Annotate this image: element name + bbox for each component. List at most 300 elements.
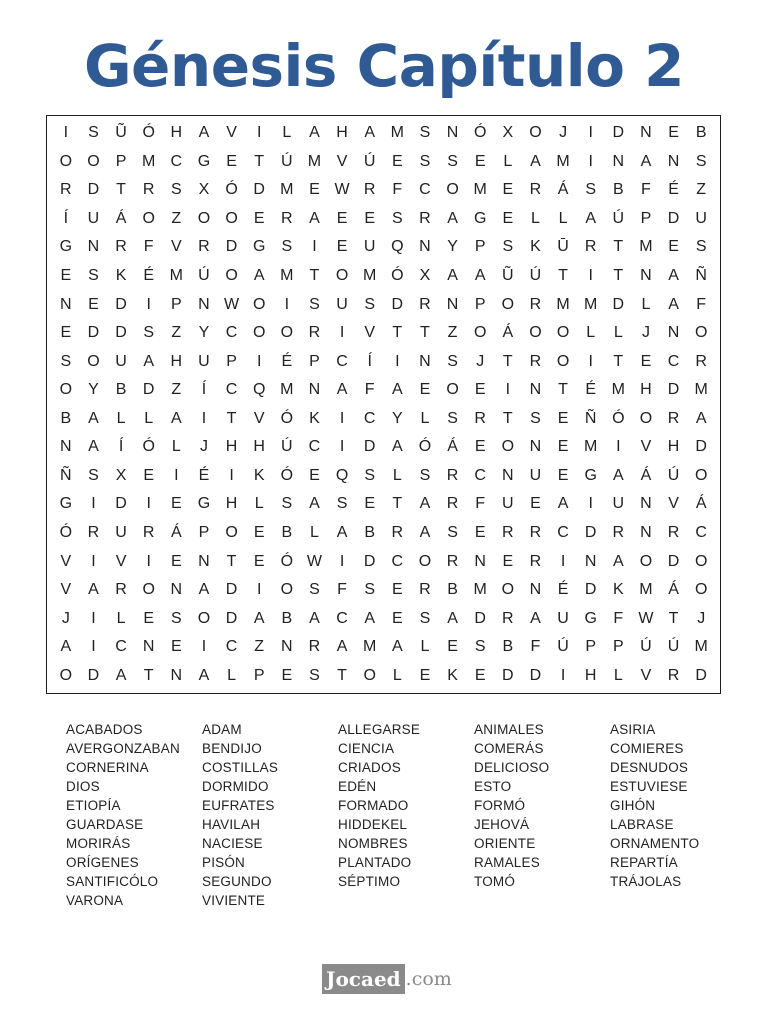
grid-letter[interactable]: N xyxy=(419,238,431,256)
grid-letter[interactable]: O xyxy=(446,181,459,199)
grid-letter[interactable]: A xyxy=(612,466,624,484)
grid-letter[interactable]: R xyxy=(529,181,542,199)
grid-letter[interactable]: S xyxy=(419,609,431,627)
grid-letter[interactable]: U xyxy=(502,495,514,513)
grid-letter[interactable]: U xyxy=(529,466,542,484)
grid-letter[interactable]: C xyxy=(336,609,348,627)
grid-letter[interactable]: S xyxy=(281,495,293,513)
grid-letter[interactable]: E xyxy=(60,267,72,285)
grid-letter[interactable]: A xyxy=(60,638,72,656)
grid-letter[interactable]: A xyxy=(640,152,652,170)
grid-letter[interactable]: E xyxy=(640,352,652,370)
grid-letter[interactable]: D xyxy=(225,238,238,256)
grid-letter[interactable]: A xyxy=(170,409,182,427)
grid-letter[interactable]: I xyxy=(146,295,151,313)
grid-letter[interactable]: T xyxy=(502,352,513,370)
grid-letter[interactable]: L xyxy=(392,466,402,484)
grid-letter[interactable]: S xyxy=(419,466,431,484)
grid-letter[interactable]: R xyxy=(529,352,542,370)
grid-letter[interactable]: E xyxy=(474,523,486,541)
grid-letter[interactable]: A xyxy=(88,438,99,456)
grid-letter[interactable]: S xyxy=(530,409,541,427)
grid-letter[interactable]: E xyxy=(668,238,679,256)
grid-letter[interactable]: Ú xyxy=(198,267,210,285)
grid-letter[interactable]: I xyxy=(91,552,96,570)
grid-letter[interactable]: M xyxy=(280,381,294,399)
grid-letter[interactable]: M xyxy=(556,152,570,170)
grid-letter[interactable]: K xyxy=(253,466,265,484)
grid-letter[interactable]: T xyxy=(668,609,679,627)
grid-letter[interactable]: R xyxy=(115,581,127,599)
grid-letter[interactable]: M xyxy=(473,581,487,599)
grid-letter[interactable]: I xyxy=(256,124,262,142)
grid-letter[interactable]: R xyxy=(142,181,155,199)
grid-letter[interactable]: N xyxy=(446,295,459,313)
grid-letter[interactable]: Ū xyxy=(557,238,569,256)
grid-letter[interactable]: L xyxy=(420,409,430,427)
grid-letter[interactable]: Á xyxy=(695,495,707,513)
grid-letter[interactable]: L xyxy=(613,666,623,684)
grid-letter[interactable]: O xyxy=(335,267,349,285)
grid-letter[interactable]: E xyxy=(336,209,348,227)
grid-letter[interactable]: R xyxy=(667,666,680,684)
grid-letter[interactable]: M xyxy=(639,581,653,599)
grid-letter[interactable]: C xyxy=(225,381,238,399)
grid-letter[interactable]: D xyxy=(612,124,625,142)
grid-letter[interactable]: S xyxy=(419,152,431,170)
grid-letter[interactable]: L xyxy=(282,124,292,142)
grid-letter[interactable]: M xyxy=(363,638,377,656)
grid-letter[interactable]: P xyxy=(253,666,265,684)
grid-letter[interactable]: O xyxy=(529,324,542,342)
grid-letter[interactable]: I xyxy=(146,552,151,570)
grid-letter[interactable]: R xyxy=(529,552,542,570)
grid-letter[interactable]: H xyxy=(667,438,680,456)
grid-letter[interactable]: M xyxy=(473,181,487,199)
grid-letter[interactable]: P xyxy=(585,638,597,656)
grid-letter[interactable]: E xyxy=(474,666,486,684)
grid-letter[interactable]: O xyxy=(639,552,653,570)
grid-letter[interactable]: I xyxy=(339,324,345,342)
grid-letter[interactable]: O xyxy=(446,381,459,399)
grid-letter[interactable]: E xyxy=(88,295,99,313)
grid-letter[interactable]: Ú xyxy=(281,152,293,170)
grid-letter[interactable]: D xyxy=(225,609,238,627)
grid-letter[interactable]: U xyxy=(695,209,707,227)
grid-letter[interactable]: S xyxy=(364,466,376,484)
grid-letter[interactable]: M xyxy=(694,381,708,399)
grid-letter[interactable]: P xyxy=(474,295,486,313)
grid-letter[interactable]: D xyxy=(695,438,707,456)
grid-letter[interactable]: D xyxy=(667,209,680,227)
grid-letter[interactable]: U xyxy=(115,352,127,370)
grid-letter[interactable]: D xyxy=(391,295,404,313)
grid-letter[interactable]: E xyxy=(336,238,348,256)
grid-letter[interactable]: I xyxy=(256,581,262,599)
grid-letter[interactable]: N xyxy=(198,295,210,313)
grid-letter[interactable]: C xyxy=(363,409,376,427)
grid-letter[interactable]: I xyxy=(256,352,262,370)
grid-letter[interactable]: I xyxy=(339,438,345,456)
grid-letter[interactable]: S xyxy=(336,495,348,513)
grid-letter[interactable]: D xyxy=(87,666,100,684)
grid-letter[interactable]: J xyxy=(559,124,568,142)
grid-letter[interactable]: R xyxy=(474,409,486,427)
grid-letter[interactable]: L xyxy=(309,523,319,541)
grid-letter[interactable]: P xyxy=(309,352,320,370)
grid-letter[interactable]: Í xyxy=(367,352,372,370)
grid-letter[interactable]: C xyxy=(308,438,321,456)
grid-letter[interactable]: R xyxy=(446,552,459,570)
grid-letter[interactable]: I xyxy=(63,124,69,142)
grid-letter[interactable]: T xyxy=(613,267,624,285)
grid-letter[interactable]: H xyxy=(170,352,183,370)
grid-letter[interactable]: B xyxy=(695,124,707,142)
grid-letter[interactable]: P xyxy=(226,352,237,370)
grid-letter[interactable]: Ó xyxy=(142,438,155,456)
grid-letter[interactable]: E xyxy=(309,466,320,484)
grid-letter[interactable]: H xyxy=(336,124,348,142)
grid-letter[interactable]: R xyxy=(391,523,404,541)
grid-letter[interactable]: Ó xyxy=(280,552,294,570)
grid-letter[interactable]: A xyxy=(143,352,155,370)
grid-letter[interactable]: O xyxy=(142,209,155,227)
grid-letter[interactable]: R xyxy=(419,209,431,227)
grid-letter[interactable]: E xyxy=(391,609,403,627)
grid-letter[interactable]: Á xyxy=(170,523,182,541)
grid-letter[interactable]: S xyxy=(695,152,707,170)
grid-letter[interactable]: A xyxy=(530,609,541,627)
grid-letter[interactable]: C xyxy=(391,552,404,570)
grid-letter[interactable]: N xyxy=(640,124,652,142)
grid-letter[interactable]: T xyxy=(337,666,347,684)
grid-letter[interactable]: Z xyxy=(171,324,182,342)
grid-letter[interactable]: P xyxy=(115,152,127,170)
grid-letter[interactable]: O xyxy=(363,666,376,684)
grid-letter[interactable]: D xyxy=(529,666,542,684)
grid-letter[interactable]: A xyxy=(695,409,707,427)
grid-letter[interactable]: O xyxy=(225,209,238,227)
grid-letter[interactable]: E xyxy=(143,609,155,627)
grid-letter[interactable]: G xyxy=(584,466,597,484)
grid-letter[interactable]: G xyxy=(473,209,487,227)
grid-letter[interactable]: T xyxy=(116,181,126,199)
grid-letter[interactable]: M xyxy=(584,438,598,456)
grid-letter[interactable]: D xyxy=(225,581,238,599)
grid-letter[interactable]: I xyxy=(91,609,96,627)
grid-letter[interactable]: Q xyxy=(252,381,266,399)
grid-letter[interactable]: A xyxy=(198,581,210,599)
grid-letter[interactable]: F xyxy=(641,181,651,199)
grid-letter[interactable]: U xyxy=(87,209,100,227)
grid-letter[interactable]: T xyxy=(143,666,154,684)
grid-letter[interactable]: B xyxy=(447,581,458,599)
grid-letter[interactable]: K xyxy=(309,409,320,427)
grid-letter[interactable]: Ó xyxy=(473,124,487,142)
grid-letter[interactable]: H xyxy=(640,381,652,399)
grid-letter[interactable]: R xyxy=(584,238,597,256)
grid-letter[interactable]: V xyxy=(115,552,127,570)
grid-letter[interactable]: M xyxy=(390,124,404,142)
grid-letter[interactable]: S xyxy=(502,238,514,256)
grid-letter[interactable]: S xyxy=(309,581,320,599)
grid-letter[interactable]: P xyxy=(612,638,624,656)
grid-letter[interactable]: V xyxy=(336,152,348,170)
grid-letter[interactable]: D xyxy=(363,552,376,570)
grid-letter[interactable]: A xyxy=(474,267,486,285)
grid-letter[interactable]: N xyxy=(60,295,72,313)
grid-letter[interactable]: X xyxy=(502,124,514,142)
grid-letter[interactable]: A xyxy=(309,124,320,142)
grid-letter[interactable]: N xyxy=(529,381,542,399)
grid-letter[interactable]: R xyxy=(502,609,514,627)
grid-letter[interactable]: I xyxy=(588,152,593,170)
grid-letter[interactable]: L xyxy=(641,295,651,313)
grid-letter[interactable]: I xyxy=(616,438,621,456)
grid-letter[interactable]: I xyxy=(174,466,179,484)
grid-letter[interactable]: R xyxy=(281,209,293,227)
grid-letter[interactable]: E xyxy=(391,152,403,170)
grid-letter[interactable]: E xyxy=(281,666,293,684)
grid-letter[interactable]: N xyxy=(170,581,183,599)
grid-letter[interactable]: B xyxy=(502,638,514,656)
grid-letter[interactable]: V xyxy=(60,581,72,599)
grid-letter[interactable]: U xyxy=(612,495,625,513)
grid-letter[interactable]: X xyxy=(115,466,127,484)
grid-letter[interactable]: A xyxy=(88,581,99,599)
grid-letter[interactable]: R xyxy=(502,523,514,541)
grid-letter[interactable]: P xyxy=(198,523,210,541)
grid-letter[interactable]: Ó xyxy=(280,466,294,484)
grid-letter[interactable]: B xyxy=(281,523,293,541)
grid-letter[interactable]: T xyxy=(226,409,237,427)
grid-letter[interactable]: S xyxy=(447,352,458,370)
grid-letter[interactable]: A xyxy=(115,666,127,684)
grid-letter[interactable]: N xyxy=(529,581,542,599)
grid-letter[interactable]: N xyxy=(419,352,431,370)
grid-letter[interactable]: O xyxy=(501,295,515,313)
grid-letter[interactable]: O xyxy=(473,324,487,342)
grid-letter[interactable]: A xyxy=(309,609,320,627)
grid-letter[interactable]: Ũ xyxy=(502,267,514,285)
grid-letter[interactable]: Z xyxy=(254,638,265,656)
grid-letter[interactable]: E xyxy=(502,209,514,227)
grid-letter[interactable]: O xyxy=(501,581,515,599)
grid-letter[interactable]: O xyxy=(694,581,708,599)
grid-letter[interactable]: A xyxy=(336,381,348,399)
grid-letter[interactable]: M xyxy=(694,638,708,656)
grid-letter[interactable]: B xyxy=(60,409,72,427)
grid-letter[interactable]: F xyxy=(392,181,403,199)
grid-letter[interactable]: E xyxy=(309,181,320,199)
grid-letter[interactable]: R xyxy=(612,523,625,541)
grid-letter[interactable]: I xyxy=(505,381,511,399)
grid-letter[interactable]: R xyxy=(419,581,431,599)
grid-letter[interactable]: V xyxy=(640,438,652,456)
grid-letter[interactable]: W xyxy=(306,552,322,570)
grid-letter[interactable]: O xyxy=(59,666,73,684)
grid-letter[interactable]: H xyxy=(584,666,597,684)
grid-letter[interactable]: D xyxy=(115,495,127,513)
grid-letter[interactable]: R xyxy=(308,638,321,656)
grid-letter[interactable]: E xyxy=(60,324,72,342)
grid-letter[interactable]: N xyxy=(640,523,652,541)
grid-letter[interactable]: N xyxy=(60,438,72,456)
grid-letter[interactable]: E xyxy=(419,666,431,684)
grid-letter[interactable]: O xyxy=(694,552,708,570)
grid-letter[interactable]: E xyxy=(143,466,155,484)
grid-letter[interactable]: E xyxy=(170,495,182,513)
grid-letter[interactable]: D xyxy=(474,609,486,627)
grid-letter[interactable]: O xyxy=(529,124,542,142)
grid-letter[interactable]: A xyxy=(336,523,348,541)
grid-letter[interactable]: Y xyxy=(88,381,99,399)
grid-letter[interactable]: N xyxy=(502,466,514,484)
grid-letter[interactable]: O xyxy=(556,352,570,370)
grid-letter[interactable]: T xyxy=(392,324,403,342)
grid-letter[interactable]: A xyxy=(198,124,210,142)
grid-letter[interactable]: V xyxy=(226,124,237,142)
grid-letter[interactable]: É xyxy=(281,352,293,370)
grid-letter[interactable]: F xyxy=(337,581,347,599)
grid-letter[interactable]: U xyxy=(198,352,210,370)
grid-letter[interactable]: E xyxy=(253,552,265,570)
grid-letter[interactable]: E xyxy=(419,381,431,399)
grid-letter[interactable]: A xyxy=(530,152,541,170)
grid-letter[interactable]: O xyxy=(197,609,211,627)
grid-letter[interactable]: O xyxy=(197,209,211,227)
grid-letter[interactable]: Í xyxy=(201,381,207,399)
grid-letter[interactable]: E xyxy=(447,638,458,656)
jocaed-logo[interactable] xyxy=(322,960,452,994)
grid-letter[interactable]: D xyxy=(584,523,597,541)
grid-letter[interactable]: Á xyxy=(557,181,569,199)
grid-letter[interactable]: R xyxy=(529,295,542,313)
grid-letter[interactable]: D xyxy=(253,181,265,199)
grid-letter[interactable]: L xyxy=(227,666,237,684)
grid-letter[interactable]: T xyxy=(613,352,624,370)
grid-letter[interactable]: R xyxy=(419,295,431,313)
grid-letter[interactable]: Ñ xyxy=(695,267,707,285)
grid-letter[interactable]: A xyxy=(253,609,265,627)
grid-letter[interactable]: M xyxy=(307,152,322,170)
grid-letter[interactable]: S xyxy=(695,238,707,256)
grid-letter[interactable]: Á xyxy=(502,324,514,342)
grid-letter[interactable]: A xyxy=(668,295,679,313)
grid-letter[interactable]: R xyxy=(667,523,680,541)
grid-letter[interactable]: R xyxy=(87,523,100,541)
grid-letter[interactable]: Ũ xyxy=(115,124,127,142)
grid-letter[interactable]: Ú xyxy=(529,267,542,285)
grid-letter[interactable]: E xyxy=(253,209,265,227)
grid-letter[interactable]: Ó xyxy=(142,124,155,142)
grid-letter[interactable]: R xyxy=(695,352,707,370)
grid-letter[interactable]: K xyxy=(612,581,624,599)
grid-letter[interactable]: Ú xyxy=(640,638,652,656)
grid-letter[interactable]: Z xyxy=(171,381,182,399)
grid-letter[interactable]: E xyxy=(502,552,514,570)
grid-letter[interactable]: K xyxy=(447,666,458,684)
grid-letter[interactable]: Ú xyxy=(281,438,293,456)
grid-letter[interactable]: Á xyxy=(668,581,679,599)
grid-letter[interactable]: J xyxy=(199,438,208,456)
grid-letter[interactable]: G xyxy=(252,238,266,256)
grid-letter[interactable]: F xyxy=(613,609,624,627)
grid-letter[interactable]: I xyxy=(312,238,317,256)
grid-letter[interactable]: V xyxy=(253,409,265,427)
grid-letter[interactable]: L xyxy=(254,495,264,513)
grid-letter[interactable]: F xyxy=(143,238,154,256)
grid-letter[interactable]: I xyxy=(395,352,400,370)
grid-letter[interactable]: N xyxy=(198,552,210,570)
grid-letter[interactable]: Y xyxy=(447,238,458,256)
grid-letter[interactable]: L xyxy=(420,638,430,656)
grid-letter[interactable]: W xyxy=(638,609,654,627)
grid-letter[interactable]: O xyxy=(59,381,73,399)
grid-letter[interactable]: I xyxy=(339,409,345,427)
grid-letter[interactable]: C xyxy=(225,324,238,342)
grid-letter[interactable]: D xyxy=(363,438,376,456)
grid-letter[interactable]: Q xyxy=(391,238,404,256)
grid-letter[interactable]: N xyxy=(584,552,597,570)
grid-letter[interactable]: E xyxy=(170,552,182,570)
grid-letter[interactable]: Ú xyxy=(557,638,569,656)
grid-letter[interactable]: R xyxy=(308,324,321,342)
grid-letter[interactable]: Ó xyxy=(612,409,625,427)
grid-letter[interactable]: É xyxy=(557,581,569,599)
grid-letter[interactable]: T xyxy=(309,267,320,285)
grid-letter[interactable]: S xyxy=(419,124,431,142)
grid-letter[interactable]: O xyxy=(59,152,73,170)
grid-letter[interactable]: D xyxy=(115,295,127,313)
grid-letter[interactable]: Á xyxy=(115,209,127,227)
grid-letter[interactable]: A xyxy=(391,438,403,456)
grid-letter[interactable]: E xyxy=(391,581,403,599)
grid-letter[interactable]: A xyxy=(364,609,376,627)
grid-letter[interactable]: H xyxy=(225,495,238,513)
grid-letter[interactable]: N xyxy=(612,152,625,170)
grid-letter[interactable]: É xyxy=(668,181,679,199)
grid-letter[interactable]: S xyxy=(88,124,99,142)
grid-letter[interactable]: P xyxy=(640,209,652,227)
grid-letter[interactable]: O xyxy=(87,152,100,170)
grid-letter[interactable]: N xyxy=(170,666,183,684)
grid-letter[interactable]: U xyxy=(336,295,348,313)
grid-letter[interactable]: R xyxy=(363,181,376,199)
grid-letter[interactable]: A xyxy=(198,666,210,684)
grid-letter[interactable]: T xyxy=(420,324,430,342)
grid-letter[interactable]: C xyxy=(225,638,238,656)
grid-letter[interactable]: E xyxy=(364,495,376,513)
grid-letter[interactable]: C xyxy=(336,352,348,370)
grid-letter[interactable]: O xyxy=(694,466,708,484)
grid-letter[interactable]: R xyxy=(142,523,155,541)
grid-letter[interactable]: É xyxy=(585,381,597,399)
grid-letter[interactable]: F xyxy=(530,638,541,656)
grid-letter[interactable]: Ñ xyxy=(60,466,72,484)
grid-letter[interactable]: D xyxy=(115,324,127,342)
grid-letter[interactable]: T xyxy=(502,409,513,427)
grid-letter[interactable]: E xyxy=(557,409,569,427)
grid-letter[interactable]: E xyxy=(170,638,182,656)
grid-letter[interactable]: J xyxy=(641,324,650,342)
grid-letter[interactable]: A xyxy=(447,209,458,227)
grid-letter[interactable]: R xyxy=(60,181,72,199)
grid-letter[interactable]: N xyxy=(446,124,459,142)
grid-letter[interactable]: S xyxy=(309,666,320,684)
grid-letter[interactable]: C xyxy=(557,523,569,541)
grid-letter[interactable]: S xyxy=(585,181,597,199)
